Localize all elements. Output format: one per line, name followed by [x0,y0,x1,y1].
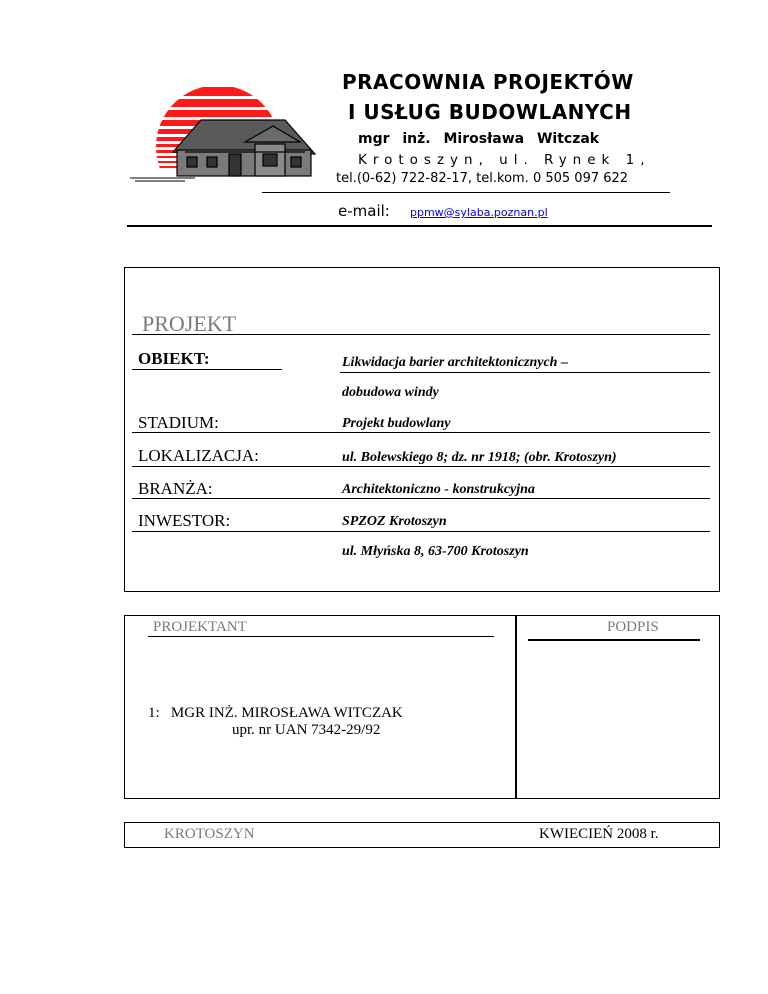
object-value-rule [340,372,710,373]
designer-header: PROJEKTANT [153,619,247,635]
house-icon [173,120,315,176]
header-bottom-rule [127,225,712,227]
location-value: ul. Bolewskiego 8; dz. nr 1918; (obr. Krotoszyn) [342,450,617,465]
stage-rule [132,432,710,433]
investor-label: INWESTOR: [138,511,231,530]
project-heading: PROJEKT [142,311,237,336]
office-title-line2: I USŁUG BUDOWLANYCH [348,100,632,124]
signature-box-divider [515,615,517,799]
office-address: Krotoszyn, ul. Rynek 1, [358,152,651,168]
investor-rule [132,531,710,532]
company-logo [125,82,340,192]
investor-value: SPZOZ Krotoszyn [342,514,447,529]
stage-label: STADIUM: [138,413,219,432]
footer-date: KWIECIEŃ 2008 r. [539,826,659,842]
designer-header-rule [148,636,494,637]
designer-name: 1: MGR INŻ. MIROSŁAWA WITCZAK [148,705,403,721]
investor-address: ul. Młyńska 8, 63-700 Krotoszyn [342,544,529,559]
discipline-label: BRANŻA: [138,479,213,498]
location-label: LOKALIZACJA: [138,446,259,465]
object-label-rule [132,369,282,370]
discipline-rule [132,498,710,499]
stage-value: Projekt budowlany [342,416,451,431]
email-label: e-mail: [338,202,390,220]
object-value: Likwidacja barier architektonicznych – [342,355,568,370]
object-value-cont: dobudowa windy [342,385,439,400]
office-title-line1: PRACOWNIA PROJEKTÓW [342,70,634,94]
location-rule [132,466,710,467]
footer-city: KROTOSZYN [164,826,255,842]
header-divider [262,192,670,193]
author-name: mgr inż. Mirosława Witczak [358,131,600,147]
signature-header-rule [528,639,700,641]
designer-license: upr. nr UAN 7342-29/92 [232,722,381,738]
office-phone: tel.(0-62) 722-82-17, tel.kom. 0 505 097 622 [336,171,629,186]
email-link[interactable]: ppmw@sylaba.poznan.pl [410,206,548,219]
project-heading-rule [132,334,710,335]
object-label: OBIEKT: [138,349,210,368]
discipline-value: Architektoniczno - konstrukcyjna [342,482,535,497]
signature-header: PODPIS [607,619,659,635]
